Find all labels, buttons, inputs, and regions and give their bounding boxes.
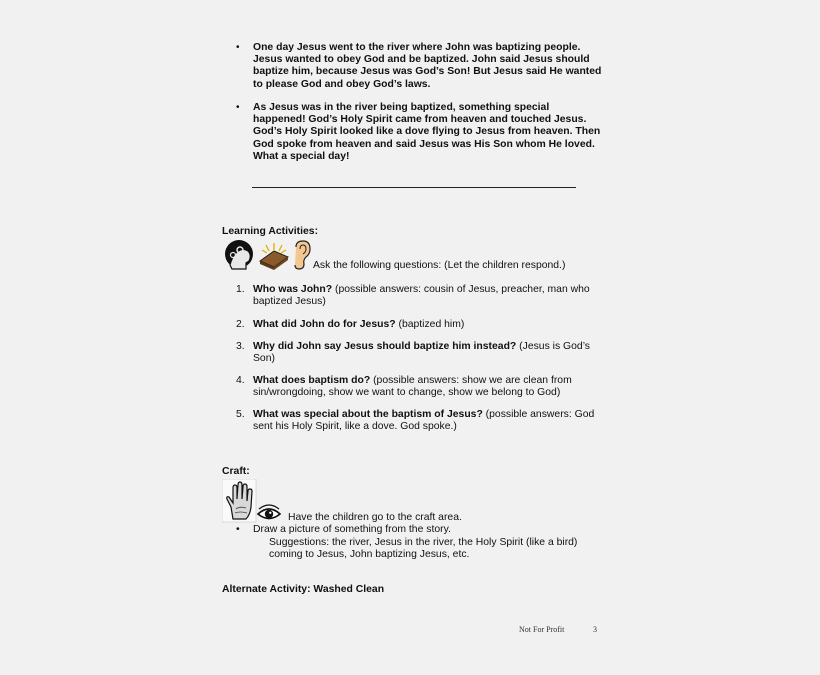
bullet-symbol: • [236, 42, 240, 53]
question-number: 2. [236, 319, 245, 330]
question-body [253, 409, 603, 433]
eye-icon [258, 505, 280, 519]
question-text: Why did John say Jesus should baptize him instead? [253, 341, 517, 352]
answer-text: (Jesus is God’s Son) [253, 341, 591, 365]
learning-activities-heading: Learning Activities: [222, 226, 319, 237]
craft-suggestions: Suggestions: the river, Jesus in the river, the Holy Spirit (like a bird) coming to Jesus, John baptizing Jesus, etc. [269, 537, 578, 561]
question-number: 3. [236, 341, 245, 352]
craft-heading: Craft: [222, 466, 250, 477]
bullet-symbol: • [236, 524, 240, 535]
craft-instruction: Have the children go to the craft area. [288, 512, 462, 523]
question-text: What did John do for Jesus? [253, 319, 396, 330]
question-body [253, 284, 603, 308]
question-text: What does baptism do? [253, 375, 371, 386]
answer-text: (baptized him) [395, 319, 465, 330]
question-body [253, 319, 603, 331]
book-icon [260, 243, 288, 270]
question-text: Who was John? [253, 284, 333, 295]
ear-icon [295, 241, 310, 269]
answer-text: (possible answers: show we are clean from sin/wrongdoing, show we want to change, show we belong to God) [253, 375, 572, 399]
page-number: 3 [593, 625, 597, 634]
question-number: 5. [236, 409, 245, 420]
answer-text: (possible answers: God sent his Holy Spirit, like a dove. God spoke.) [253, 409, 595, 433]
hand-icon [222, 479, 256, 522]
question-text: What was special about the baptism of Jesus? [253, 409, 483, 420]
question-number: 1. [236, 284, 245, 295]
head-gears-icon [225, 240, 253, 269]
craft-icons [222, 479, 288, 523]
footer-label: Not For Profit [519, 625, 565, 634]
question-body [253, 375, 603, 399]
story-bullet-text: One day Jesus went to the river where John was baptizing people. Jesus wanted to obey God and be baptized. John said Jesus should baptize him, because Jesus was God’s Son! But Jesus said He wanted to please God and obey God’s laws. [253, 42, 602, 90]
answer-text: (possible answers: cousin of Jesus, preacher, man who baptized Jesus) [253, 284, 590, 308]
alternate-activity-heading: Alternate Activity: Washed Clean [222, 584, 385, 595]
craft-bullet-text: Draw a picture of something from the story. [253, 524, 451, 535]
divider-line [252, 187, 576, 188]
question-body [253, 341, 603, 365]
story-bullet-text: As Jesus was in the river being baptized, something special happened! God’s Holy Spirit came from heaven and touched Jesus. God’s Holy Spirit looked like a dove flying to Jesus from heaven. Then God spoke from heaven and said Jesus was His Son whom He loved. What a special day! [253, 102, 601, 162]
question-number: 4. [236, 375, 245, 386]
bullet-symbol: • [236, 102, 240, 113]
learning-instruction: Ask the following questions: (Let the children respond.) [313, 260, 566, 271]
learning-icons [222, 239, 314, 271]
